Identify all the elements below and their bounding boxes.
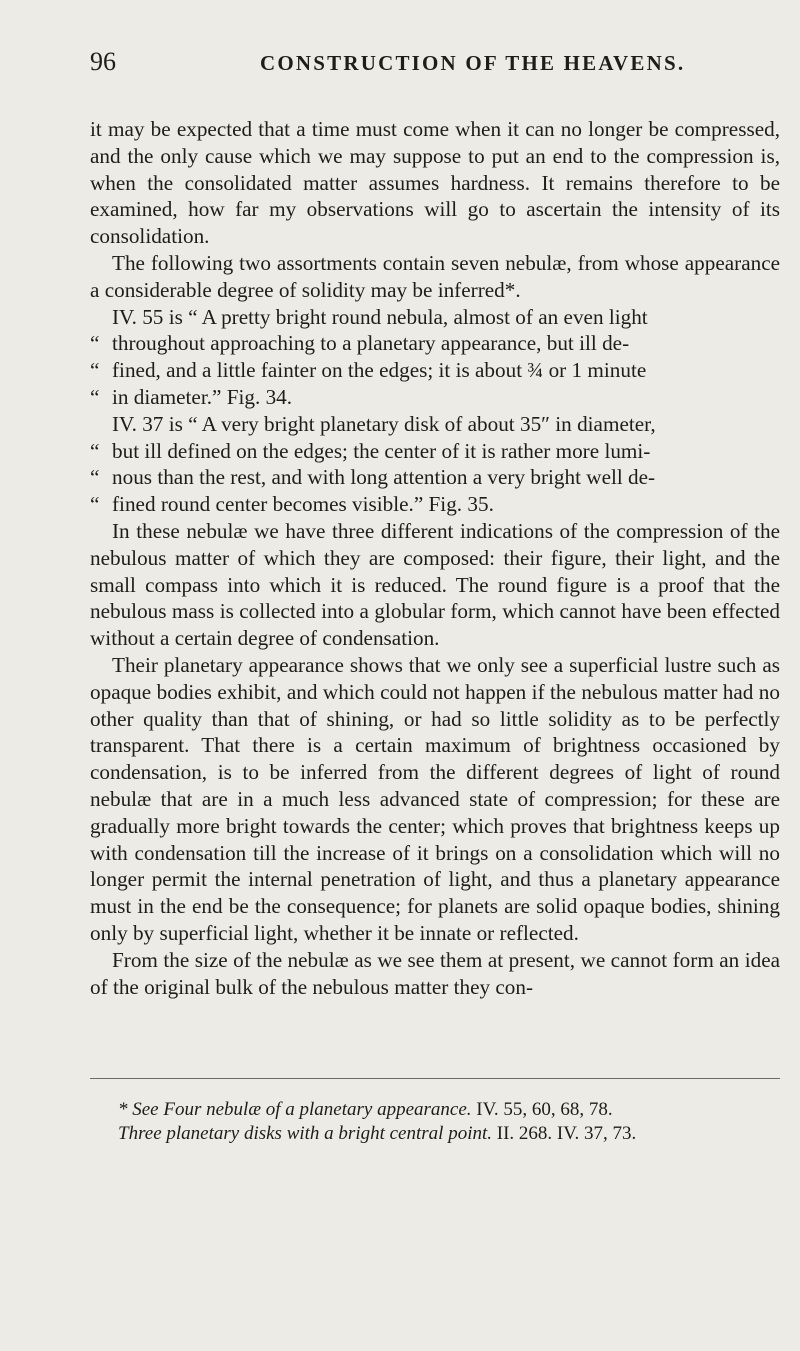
entry-line: “ nous than the rest, and with long attention a very bright well de- (90, 465, 656, 490)
quote-mark: “ (90, 492, 100, 517)
entry-lead: IV. 55 is “ A pretty bright round nebula, almost of an even light (112, 304, 648, 329)
entry-line: “ but ill defined on the edges; the center of it is rather more lumi- (90, 438, 651, 463)
footnote-divider (90, 1078, 780, 1079)
footnote (118, 1098, 778, 1146)
entry-line: “ in diameter.” Fig. 34. (90, 384, 293, 409)
body-text (90, 116, 780, 1000)
footnote-line-1: * See Four nebulæ of a planetary appearance. IV. 55, 60, 68, 78. (118, 1099, 613, 1120)
quote-mark: “ (90, 384, 100, 409)
paragraph-6: Their planetary appearance shows that we only see a superficial lustre such as opaque bodies exhibit, and which could not happen if the nebulous matter had no other quality than that of shining, or had so little solidity as to be perfectly transparent. That there is a certain maximum of brightness occasioned by condensation, is to be inferred from the different degrees of light of round nebulæ that are in a much less advanced state of compression; for these are gradually more bright towards the center; which proves that brightness keeps up with condensation till the increase of it brings on a consolidation which will no longer permit the internal penetration of light, and thus a planetary appearance must in the end be the consequence; for planets are solid opaque bodies, shining only by superficial light, whether it be innate or reflected. (90, 652, 780, 945)
entry-lead: IV. 37 is “ A very bright planetary disk of about 35″ in diameter, (112, 411, 656, 436)
entry-line: “ fined, and a little fainter on the edges; it is about ¾ or 1 minute (90, 358, 647, 383)
paragraph-2: The following two assortments contain seven nebulæ, from whose appearance a considerable degree of solidity may be inferred*. (90, 250, 780, 302)
quote-mark: “ (90, 358, 100, 383)
quote-mark: “ (90, 465, 100, 490)
footnote-line-2: Three planetary disks with a bright central point. II. 268. IV. 37, 73. (118, 1123, 637, 1144)
entry-line: “ fined round center becomes visible.” Fig. 35. (90, 492, 494, 517)
paragraph-7: From the size of the nebulæ as we see them at present, we cannot form an idea of the original bulk of the nebulous matter they con- (90, 947, 780, 999)
quote-mark: “ (90, 331, 100, 356)
page-header (90, 47, 780, 77)
page-number: 96 (90, 47, 116, 76)
nebula-entry-iv-37 (90, 411, 780, 518)
entry-line: “ throughout approaching to a planetary appearance, but ill de- (90, 331, 630, 356)
paragraph-1: it may be expected that a time must come when it can no longer be compressed, and the only cause which we may suppose to put an end to the compression is, when the consolidated matter assumes hardness. It remains therefore to be examined, how far my observations will go to ascertain the intensity of its consolidation. (90, 117, 780, 249)
paragraph-5: In these nebulæ we have three different indications of the compression of the nebulous matter of which they are composed: their figure, their light, and the small compass into which it is reduced. The round figure is a proof that the nebulous mass is collected into a globular form, which cannot have been effected without a certain degree of condensation. (90, 518, 780, 651)
nebula-entry-iv-55 (90, 304, 780, 411)
quote-mark: “ (90, 438, 100, 463)
running-title: CONSTRUCTION OF THE HEAVENS. (260, 51, 686, 75)
